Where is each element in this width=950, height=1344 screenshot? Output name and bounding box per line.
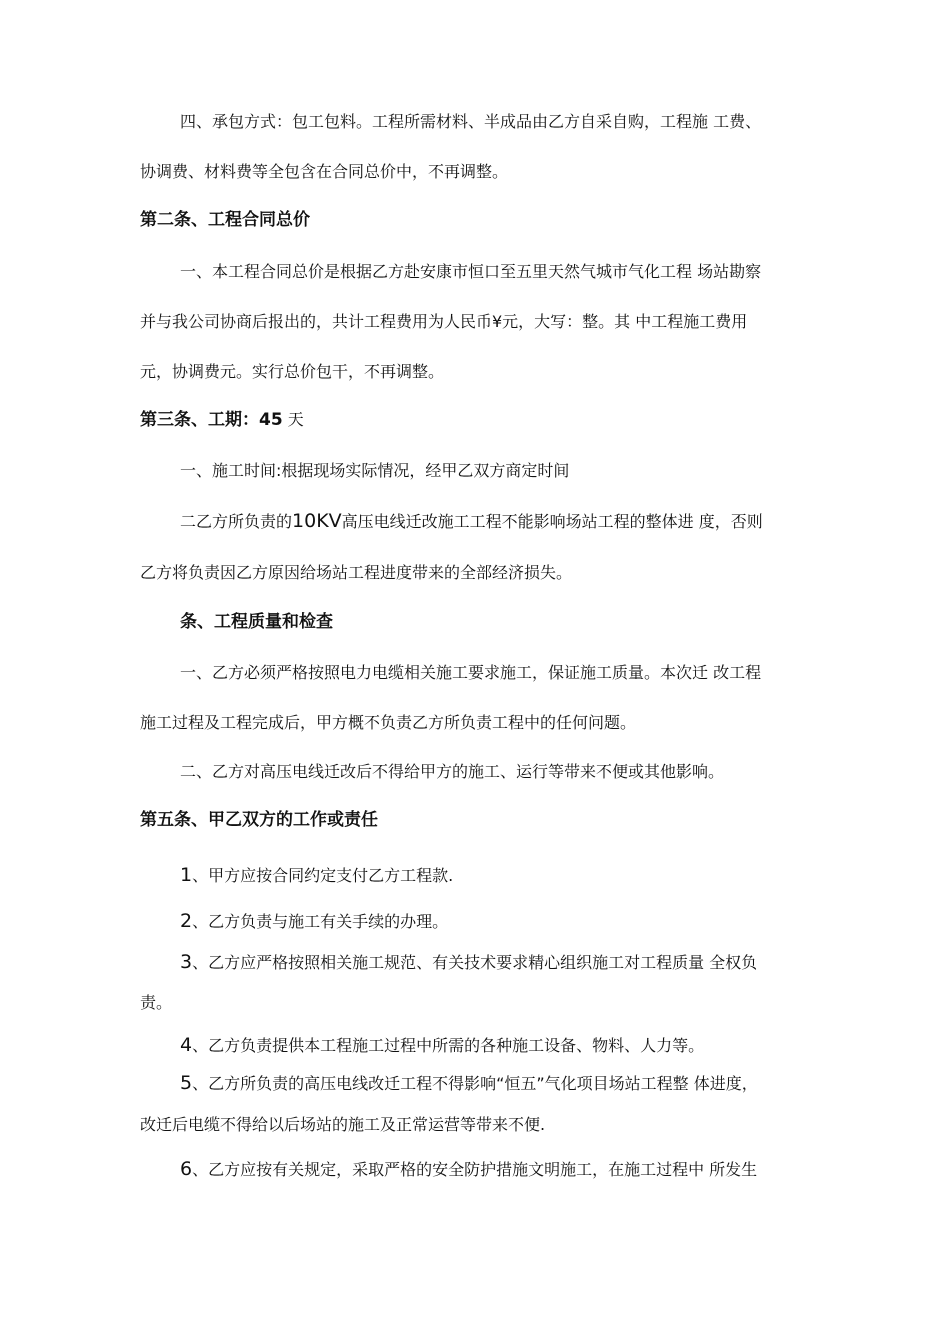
article-5-item-3-continuation: 责。: [140, 993, 173, 1012]
item-number: 2: [180, 910, 193, 932]
item-text: 、乙方负责与施工有关手续的办理。: [192, 912, 449, 931]
item-number: 6: [180, 1158, 193, 1180]
item-text: 、甲方应按合同约定支付乙方工程款.: [192, 866, 454, 885]
article-4-item-1-line-1: 一、乙方必须严格按照电力电缆相关施工要求施工，保证施工质量。本次迁 改工程: [180, 663, 762, 682]
article-3-heading-text: 第三条、工期：45: [140, 410, 283, 430]
article-4-item-2: 二、乙方对高压电线迁改后不得给甲方的施工、运行等带来不便或其他影响。: [180, 762, 725, 781]
article-5-item-4: [180, 1034, 704, 1057]
article-3-heading-unit: 天: [287, 410, 304, 429]
article-5-item-3: [180, 951, 757, 974]
item-text: 、乙方应严格按照相关施工规范、有关技术要求精心组织施工对工程质量 全权负: [192, 953, 758, 972]
article-5-item-2: [180, 910, 448, 933]
article-2-paragraph-line-3: 元，协调费元。实行总价包干，不再调整。: [140, 362, 445, 381]
item-number: 1: [180, 864, 193, 886]
article-3-item-2-prefix: 二乙方所负责的: [180, 512, 293, 531]
article-3-item-2-line-1: [180, 510, 763, 533]
section-contract-method-line-2: 协调费、材料费等全包含在合同总价中，不再调整。: [140, 162, 509, 181]
article-3-heading: [140, 409, 304, 431]
article-3-item-2-suffix: 高压电线迁改施工工程不能影响场站工程的整体进 度，否则: [341, 512, 763, 531]
item-number: 3: [180, 951, 193, 973]
article-4-heading: 条、工程质量和检查: [180, 612, 333, 632]
item-text: 、乙方负责提供本工程施工过程中所需的各种施工设备、物料、人力等。: [192, 1036, 705, 1055]
article-2-heading: 第二条、工程合同总价: [140, 210, 310, 230]
article-3-item-1: 一、施工时间:根据现场实际情况，经甲乙双方商定时间: [180, 461, 570, 480]
article-5-item-5: [180, 1072, 758, 1095]
article-5-item-6: [180, 1158, 757, 1181]
article-2-paragraph-line-1: 一、本工程合同总价是根据乙方赴安康市恒口至五里天然气城市气化工程 场站勘察: [180, 262, 762, 281]
item-number: 5: [180, 1072, 193, 1094]
article-3-item-2-line-2: 乙方将负责因乙方原因给场站工程进度带来的全部经济损失。: [140, 563, 573, 582]
article-3-item-2-kv: 10KV: [292, 510, 342, 532]
article-2-paragraph-line-2: 并与我公司协商后报出的，共计工程费用为人民币¥元，大写：整。其 中工程施工费用: [140, 312, 748, 331]
article-4-item-1-line-2: 施工过程及工程完成后，甲方概不负责乙方所负责工程中的任何问题。: [140, 713, 637, 732]
article-5-heading: 第五条、甲乙双方的工作或责任: [140, 810, 378, 830]
section-contract-method-line-1: 四、承包方式：包工包料。工程所需材料、半成品由乙方自采自购，工程施 工费、: [180, 112, 762, 131]
article-5-item-1: [180, 864, 453, 887]
item-text: 、乙方所负责的高压电线改迁工程不得影响“恒五”气化项目场站工程整 体进度，: [192, 1074, 758, 1093]
article-5-item-5-continuation: 改迁后电缆不得给以后场站的施工及正常运营等带来不便.: [140, 1115, 546, 1134]
item-number: 4: [180, 1034, 193, 1056]
item-text: 、乙方应按有关规定，采取严格的安全防护措施文明施工，在施工过程中 所发生: [192, 1160, 758, 1179]
